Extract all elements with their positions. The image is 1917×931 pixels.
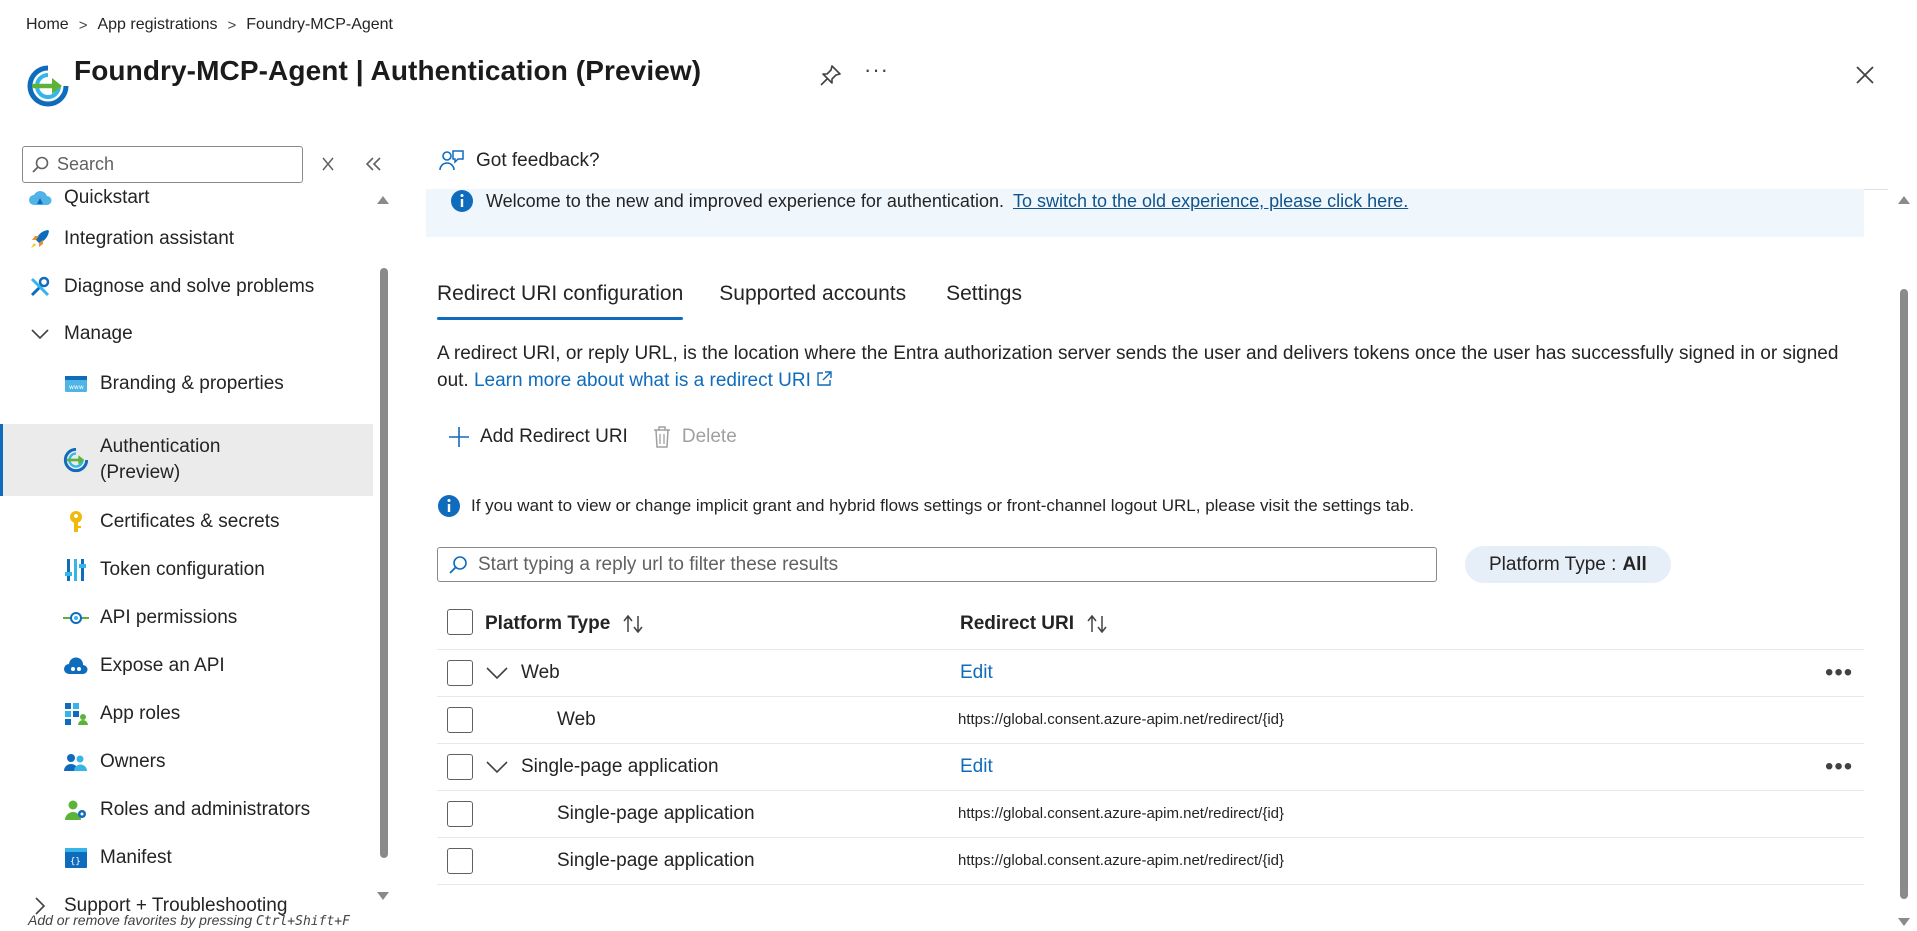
sort-icon [1086,614,1110,634]
info-icon [437,494,461,518]
sidebar-item-integration-assistant[interactable] [0,220,373,258]
manifest-icon [62,844,90,872]
row-more-options-button[interactable]: ••• [1825,753,1854,780]
row-more-options-button[interactable]: ••• [1825,659,1854,686]
sidebar-item-label: Token configuration [100,559,265,580]
sidebar-item-roles-administrators[interactable] [0,790,373,830]
learn-more-link[interactable] [474,370,833,391]
expose-api-icon [62,652,90,680]
sidebar-search-input[interactable] [57,154,287,175]
redirect-uri-description [437,340,1857,394]
close-button[interactable] [1852,62,1878,88]
wrench-icon [26,273,54,301]
scroll-up-icon [376,193,390,207]
search-icon [31,156,49,174]
tab-supported-accounts[interactable]: Supported accounts [719,282,907,305]
breadcrumb-app-registrations[interactable]: App registrations [97,16,218,33]
info-icon [450,189,474,213]
sidebar-item-label: API permissions [100,607,238,628]
clear-search-button[interactable] [318,154,338,174]
row-checkbox[interactable] [447,754,473,780]
main-scroll-thumb[interactable] [1900,289,1908,899]
pin-icon [817,63,843,89]
authentication-icon [62,446,90,474]
sidebar-item-label: Branding & properties [100,373,284,394]
cloud-quickstart-icon [26,184,54,212]
sidebar-item-api-permissions[interactable] [0,598,373,638]
sidebar-item-label-suffix: (Preview) [100,462,181,483]
group-name: Single-page application [521,756,719,777]
table-row [437,791,1864,838]
roles-admins-icon [62,796,90,824]
sidebar-search [22,146,303,183]
sidebar-item-label: Owners [100,751,166,772]
scroll-up-icon [1897,193,1911,207]
sort-icon [622,614,646,634]
add-redirect-uri-button[interactable] [448,426,628,448]
scroll-down-icon [376,889,390,903]
svg-text:{}: {} [70,857,81,867]
sidebar-item-label: Expose an API [100,655,225,676]
chevron-down-icon[interactable] [485,661,509,685]
row-checkbox[interactable] [447,801,473,827]
sidebar-item-label-group [100,434,220,486]
sidebar-nav [0,187,374,916]
platform-filter-label: Platform Type : [1489,553,1617,575]
platform-type-filter[interactable] [1465,546,1671,583]
breadcrumb [26,16,393,34]
edit-link[interactable]: Edit [960,756,993,777]
select-all-checkbox[interactable] [447,609,473,635]
table-header [437,603,1864,650]
branding-icon [62,370,90,398]
platform-cell: Web [557,709,596,730]
collapse-sidebar-button[interactable] [362,152,386,176]
sidebar-item-authentication[interactable] [0,424,373,496]
feedback-button[interactable] [438,148,600,174]
tab-settings[interactable]: Settings [946,282,1022,305]
sidebar-item-app-roles[interactable] [0,694,373,734]
info-banner [426,189,1864,237]
rocket-icon [26,225,54,253]
group-name: Web [521,662,560,683]
sidebar-item-label: Authentication [100,436,221,457]
sidebar-item-label: Quickstart [64,187,150,208]
svg-text:www: www [69,384,84,391]
reply-url-filter-input[interactable] [478,554,1418,576]
more-options-button[interactable]: ··· [864,57,889,82]
command-bar [448,426,737,448]
sidebar-group-manage[interactable] [0,315,373,353]
key-icon [62,508,90,536]
description-text: A redirect URI, or reply URL, is the location where the Entra authorization server sends the user and delivers tokens once the user has successfully signed in or signed out. [437,343,1839,391]
redirect-uri-cell: https://global.consent.azure-apim.net/redirect/{id} [958,852,1285,869]
sidebar-item-owners[interactable] [0,742,373,782]
banner-text: Welcome to the new and improved experience for authentication. [486,191,1004,211]
switch-old-experience-link[interactable]: To switch to the old experience, please click here. [1012,191,1409,211]
redirect-uri-header-label: Redirect URI [960,613,1075,634]
sidebar-item-certificates[interactable] [0,502,373,542]
token-config-icon [62,556,90,584]
favorites-hint [28,912,350,929]
sidebar-item-expose-api[interactable] [0,646,373,686]
api-permissions-icon [62,604,90,632]
clear-filter-icon [318,154,338,174]
row-checkbox[interactable] [447,848,473,874]
redirect-uri-header[interactable] [960,613,1110,635]
platform-type-header-label: Platform Type [485,613,611,634]
sidebar-item-label: App roles [100,703,181,724]
sidebar-scrollbar[interactable] [376,193,390,903]
authentication-app-icon [26,64,70,108]
sidebar-item-label: Support + Troubleshooting [64,895,288,916]
double-chevron-left-icon [362,152,386,176]
settings-info-text: If you want to view or change implicit grant and hybrid flows settings or front-channel logout URL, please visit the settings tab. [471,496,1415,515]
feedback-icon [438,148,464,174]
pin-button[interactable] [817,63,843,89]
delete-label: Delete [681,426,737,447]
trash-icon [652,426,672,448]
breadcrumb-home[interactable]: Home [26,16,69,33]
page-title: Foundry-MCP-Agent | Authentication (Preview) [74,55,702,86]
main-scrollbar[interactable] [1897,193,1911,931]
owners-icon [62,748,90,776]
platform-cell: Single-page application [557,803,755,824]
sidebar-item-label: Diagnose and solve problems [64,276,315,297]
feedback-label: Got feedback? [476,150,600,171]
platform-cell: Single-page application [557,850,755,871]
table-group-row [437,744,1864,791]
sidebar-item-branding[interactable] [0,364,373,404]
add-redirect-uri-label: Add Redirect URI [480,426,628,447]
learn-more-label: Learn more about what is a redirect URI [473,370,811,391]
app-roles-icon [62,700,90,728]
sidebar-item-token-configuration[interactable] [0,550,373,590]
favorites-hint-text: Add or remove favorites by pressing [28,912,256,928]
sidebar-item-label: Integration assistant [64,228,235,249]
chevron-down-icon[interactable] [485,755,509,779]
sidebar-item-quickstart[interactable] [0,182,373,214]
table-row [437,838,1864,885]
table-group-row [437,650,1864,697]
breadcrumb-separator: > [78,16,88,34]
breadcrumb-app[interactable]: Foundry-MCP-Agent [246,16,393,33]
tab-redirect-uri-configuration[interactable]: Redirect URI configuration [437,282,683,320]
settings-info-note [437,494,1414,518]
platform-filter-value: All [1622,553,1647,575]
sidebar-item-label: Certificates & secrets [100,511,280,532]
sidebar-item-label: Roles and administrators [100,799,311,820]
breadcrumb-separator: > [227,16,237,34]
close-icon [1852,62,1878,88]
row-checkbox[interactable] [447,660,473,686]
scroll-down-icon [1897,915,1911,929]
banner-text-group [486,191,1408,212]
favorites-hint-keys: Ctrl+Shift+F [256,914,350,929]
tab-bar [437,282,1022,320]
chevron-down-icon [26,320,54,348]
row-checkbox[interactable] [447,707,473,733]
search-icon [448,555,468,575]
sidebar-item-label: Manifest [100,847,172,868]
sidebar-item-diagnose[interactable] [0,268,373,306]
external-link-icon [815,370,833,388]
table-row [437,697,1864,744]
delete-button[interactable] [652,426,737,448]
plus-icon [448,426,470,448]
redirect-uri-cell: https://global.consent.azure-apim.net/redirect/{id} [958,711,1285,728]
redirect-uri-cell: https://global.consent.azure-apim.net/redirect/{id} [958,805,1285,822]
sidebar-scroll-thumb[interactable] [380,268,388,858]
platform-type-header[interactable] [485,613,646,635]
edit-link[interactable]: Edit [960,662,993,683]
sidebar-item-label: Manage [64,323,133,344]
sidebar-item-manifest[interactable] [0,838,373,878]
reply-url-filter [437,547,1437,582]
